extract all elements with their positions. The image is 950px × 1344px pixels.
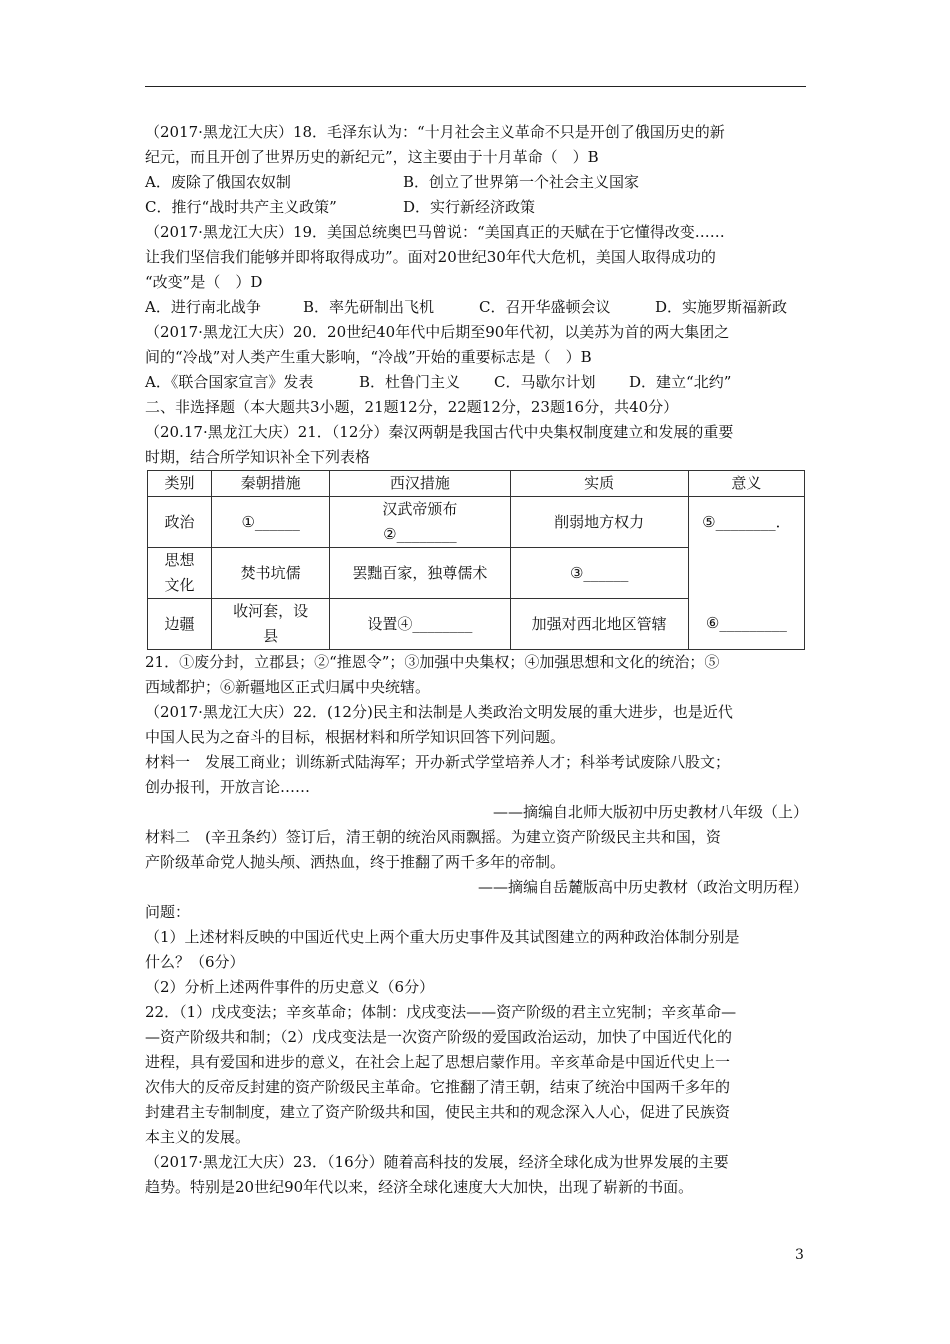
q22-material2-line1: 材料二 (辛丑条约）签订后，清王朝的统治风雨飘摇。为建立资产阶级民主共和国，资: [145, 828, 721, 846]
table-header-cell: 意义: [688, 471, 804, 497]
q22-questions-label: 问题：: [145, 903, 191, 921]
q18-options-row2: [145, 195, 808, 220]
q19-option-a: A．进行南北战争: [145, 298, 261, 316]
table-cell: 边疆: [148, 599, 212, 650]
table-row: [148, 497, 805, 548]
q21-line1: （20.17·黑龙江大庆）21．（12分）秦汉两朝是我国古代中央集权制度建立和发展的重要: [145, 423, 734, 441]
q22-answer-line2: —资产阶级共和制；（2）戊戌变法是一次资产阶级的爱国政治运动，加快了中国近代化的: [145, 1028, 733, 1046]
q22-material2-source: ——摘编自岳麓版高中历史教材（政治文明历程）: [477, 878, 808, 896]
q22-material1-line2: 创办报刊，开放言论……: [145, 778, 311, 796]
table-header-row: [148, 471, 805, 497]
table-header-cell: 实质: [510, 471, 688, 497]
table-row: [148, 599, 805, 650]
q19-line2: 让我们坚信我们能够并即将取得成功”。面对20世纪30年代大危机，美国人取得成功的: [145, 248, 716, 266]
q19-line3: “改变”是（ ）D: [145, 273, 263, 291]
cell-text: 思想: [164, 551, 195, 569]
q22-material1-line1: 材料一 发展工商业；训练新式陆海军；开办新式学堂培养人才；科举考试废除八股文；: [145, 753, 731, 771]
q18-option-c: C．推行“战时共产主义政策”: [145, 198, 337, 216]
q20-line1: （2017·黑龙江大庆）20．20世纪40年代中后期至90年代初，以美苏为首的两大集团之: [145, 323, 730, 341]
q22-line2: 中国人民为之奋斗的目标，根据材料和所学知识回答下列问题。: [145, 728, 566, 746]
q19-option-b: B．率先研制出飞机: [303, 298, 435, 316]
header-rule: [145, 86, 806, 87]
q21-answer-line2: 西域都护；⑥新疆地区正式归属中央统辖。: [145, 678, 431, 696]
table-cell: [330, 497, 510, 548]
table-cell: 设置④________: [330, 599, 510, 650]
cell-text: 文化: [164, 576, 195, 594]
table-header-cell: 西汉措施: [330, 471, 510, 497]
cell-text: 收河套，设: [233, 602, 309, 620]
table-cell: ③______: [510, 548, 688, 599]
q19-line1: （2017·黑龙江大庆）19．美国总统奥巴马曾说：“美国真正的天赋在于它懂得改变……: [145, 223, 725, 241]
q19-option-d: D．实施罗斯福新政: [655, 298, 788, 316]
q20-option-c: C．马歇尔计划: [494, 373, 596, 391]
page-number: 3: [795, 1247, 804, 1263]
table-cell: [212, 599, 330, 650]
q22-question2: （2）分析上述两件事件的历史意义（6分）: [145, 978, 435, 996]
q20-option-a: A．《联合国家宣言》发表: [145, 373, 314, 391]
q22-question1-line2: 什么？（6分）: [145, 953, 245, 971]
q22-answer-line5: 封建君主专制制度，建立了资产阶级共和国，使民主共和的观念深入人心，促进了民族资: [145, 1103, 731, 1121]
section-heading: 二、非选择题（本大题共3小题，21题12分，22题12分，23题16分，共40分）: [145, 398, 679, 416]
table-header-cell: 类别: [148, 471, 212, 497]
q23-line1: （2017·黑龙江大庆）23．（16分）随着高科技的发展，经济全球化成为世界发展的主要: [145, 1153, 729, 1171]
document-body: [145, 120, 808, 1200]
table-cell: 加强对西北地区管辖: [510, 599, 688, 650]
q20-option-b: B．杜鲁门主义: [359, 373, 461, 391]
table-header-cell: 秦朝措施: [212, 471, 330, 497]
q22-answer-line1: 22．（1）戊戌变法；辛亥革命；体制：戊戌变法——资产阶级的君主立宪制；辛亥革命—: [145, 1003, 737, 1021]
q23-line2: 趋势。特别是20世纪90年代以来，经济全球化速度大大加快，出现了崭新的书面。: [145, 1178, 694, 1196]
q22-answer-line3: 进程，具有爱国和进步的意义，在社会上起了思想启蒙作用。辛亥革命是中国近代史上一: [145, 1053, 731, 1071]
cell-text: 汉武帝颁布: [382, 500, 458, 518]
table-cell: [148, 548, 212, 599]
q22-answer-line6: 本主义的发展。: [145, 1128, 251, 1146]
table-cell: 削弱地方权力: [510, 497, 688, 548]
table-row: [148, 548, 805, 599]
table-cell: ①______: [212, 497, 330, 548]
q19-options: [145, 295, 808, 320]
q20-option-d: D．建立“北约”: [629, 373, 732, 391]
q18-option-d: D．实行新经济政策: [403, 198, 536, 216]
q22-question1-line1: （1）上述材料反映的中国近代史上两个重大历史事件及其试图建立的两种政治体制分别是: [145, 928, 740, 946]
table-cell: ⑥_________: [688, 599, 804, 650]
q18-line1: （2017·黑龙江大庆）18．毛泽东认为：“十月社会主义革命不只是开创了俄国历史的新: [145, 123, 725, 141]
q21-line2: 时期，结合所学知识补全下列表格: [145, 448, 371, 466]
qin-han-table: [147, 470, 805, 650]
q22-line1: （2017·黑龙江大庆）22．(12分)民主和法制是人类政治文明发展的重大进步，也是近代: [145, 703, 733, 721]
q22-material1-source: ——摘编自北师大版初中历史教材八年级（上）: [492, 803, 808, 821]
q18-options-row1: [145, 170, 808, 195]
q19-option-c: C．召开华盛顿会议: [479, 298, 611, 316]
table-cell: 罢黜百家，独尊儒术: [330, 548, 510, 599]
table-cell: 政治: [148, 497, 212, 548]
q18-line2: 纪元，而且开创了世界历史的新纪元”，这主要由于十月革命（ ）B: [145, 148, 599, 166]
cell-text: ②________: [383, 525, 457, 543]
q20-line2: 间的“冷战”对人类产生重大影响，“冷战”开始的重要标志是（ ）B: [145, 348, 592, 366]
q22-answer-line4: 次伟大的反帝反封建的资产阶级民主革命。它推翻了清王朝，结束了统治中国两千多年的: [145, 1078, 731, 1096]
q18-option-a: A．废除了俄国农奴制: [145, 173, 291, 191]
table-cell: 焚书坑儒: [212, 548, 330, 599]
cell-text: 县: [263, 627, 279, 645]
table-cell: [688, 548, 804, 599]
q20-options: [145, 370, 808, 395]
table-cell: ⑤________．: [688, 497, 804, 548]
q18-option-b: B．创立了世界第一个社会主义国家: [403, 173, 640, 191]
q21-answer-line1: 21．①废分封，立郡县；②“推恩令”；③加强中央集权；④加强思想和文化的统治；⑤: [145, 653, 720, 671]
q22-material2-line2: 产阶级革命党人抛头颅、洒热血，终于推翻了两千多年的帝制。: [145, 853, 566, 871]
